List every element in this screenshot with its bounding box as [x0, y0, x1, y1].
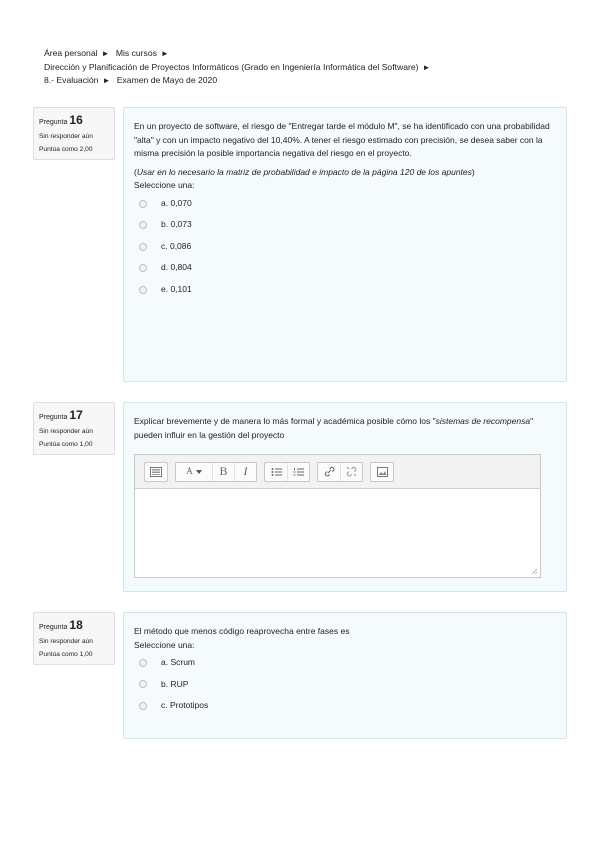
- answer-option[interactable]: [134, 214, 556, 236]
- question-points: Puntúa como 2,00: [39, 146, 93, 153]
- toolbar-group: [144, 462, 168, 482]
- resize-handle-icon[interactable]: [531, 568, 538, 575]
- question-text: En un proyecto de software, el riesgo de "Entregar tarde el módulo M", se ha identificado con una probabilidad "alta" y con un impacto negativo del 10,40%. A tener el riesgo estimado con precisión, se desea saber con la misma precisión la posible importancia negativa del riesgo en el proyecto.: [134, 121, 550, 159]
- breadcrumb-course[interactable]: Dirección y Planificación de Proyectos Informáticos (Grado en Ingeniería Informática del Software): [44, 61, 419, 72]
- toolbar-group: [317, 462, 363, 482]
- answer-option[interactable]: [134, 695, 556, 717]
- question-number: Pregunta 17: [39, 408, 83, 422]
- answer-option[interactable]: [134, 257, 556, 279]
- text-editor: [134, 454, 541, 578]
- breadcrumb-my-courses[interactable]: Mis cursos: [115, 48, 157, 58]
- keyboard-icon: [150, 467, 162, 477]
- question-17-content: [123, 402, 567, 592]
- answer-option[interactable]: [134, 193, 556, 215]
- answer-option[interactable]: [134, 279, 556, 301]
- question-18-info: [33, 612, 115, 665]
- italic-button[interactable]: I: [234, 463, 256, 481]
- ordered-list-button[interactable]: [287, 463, 309, 481]
- option-label[interactable]: c. 0,086: [161, 240, 192, 251]
- question-16-content: [123, 107, 567, 382]
- question-points: Puntúa como 1,00: [39, 651, 93, 658]
- font-style-button[interactable]: [176, 463, 212, 481]
- radio-button[interactable]: [139, 200, 147, 208]
- question-text: Explicar brevemente y de manera lo más formal y académica posible cómo los "sistemas de recompensa" pueden influir en la gestión del proyecto: [134, 416, 534, 440]
- question-18-content: [123, 612, 567, 739]
- option-label[interactable]: a. Scrum: [161, 657, 196, 668]
- numbered-list-icon: [293, 467, 304, 477]
- question-status: Sin responder aún: [39, 133, 93, 140]
- answer-option[interactable]: [134, 236, 556, 258]
- question-note: (Usar en lo necesario la matriz de probabilidad e impacto de la página 120 de los apuntes): [134, 166, 475, 177]
- radio-button[interactable]: [139, 243, 147, 251]
- question-17-info: [33, 402, 115, 455]
- toolbar-group: [264, 462, 310, 482]
- question-status: Sin responder aún: [39, 638, 93, 645]
- question-number: Pregunta 18: [39, 618, 83, 632]
- toolbar-group: [370, 462, 394, 482]
- question-16-info: [33, 107, 115, 160]
- link-icon: [324, 466, 335, 477]
- font-icon: A: [186, 465, 193, 476]
- unlink-icon: [346, 466, 357, 477]
- bullet-list-icon: [271, 467, 282, 477]
- question-points: Puntúa como 1,00: [39, 441, 93, 448]
- breadcrumb-section[interactable]: 8.- Evaluación: [44, 75, 99, 85]
- insert-image-button[interactable]: [371, 463, 393, 481]
- breadcrumb: [44, 47, 574, 88]
- question-status: Sin responder aún: [39, 428, 93, 435]
- breadcrumb-separator-icon: ►: [101, 49, 110, 58]
- radio-button[interactable]: [139, 286, 147, 294]
- bold-button[interactable]: B: [212, 463, 234, 481]
- option-label[interactable]: a. 0,070: [161, 197, 192, 208]
- breadcrumb-separator-icon: ►: [102, 76, 111, 85]
- answer-option[interactable]: [134, 674, 556, 696]
- unlink-button[interactable]: [340, 463, 362, 481]
- option-label[interactable]: c. Prototipos: [161, 700, 209, 711]
- radio-button[interactable]: [139, 659, 147, 667]
- answer-option[interactable]: [134, 652, 556, 674]
- answer-prompt: Seleccione una:: [134, 180, 195, 191]
- breadcrumb-separator-icon: ►: [160, 49, 169, 58]
- option-label[interactable]: b. 0,073: [161, 219, 192, 230]
- unordered-list-button[interactable]: [265, 463, 287, 481]
- question-number: Pregunta 16: [39, 113, 83, 127]
- link-button[interactable]: [318, 463, 340, 481]
- question-text: El método que menos código reaprovecha entre fases es: [134, 626, 350, 636]
- radio-button[interactable]: [139, 680, 147, 688]
- image-icon: [377, 467, 388, 477]
- answer-prompt: Seleccione una:: [134, 639, 195, 650]
- editor-toolbar: [135, 455, 540, 489]
- toolbar-group: [175, 462, 257, 482]
- option-label[interactable]: e. 0,101: [161, 283, 192, 294]
- radio-button[interactable]: [139, 702, 147, 710]
- breadcrumb-quiz[interactable]: Examen de Mayo de 2020: [116, 75, 218, 85]
- breadcrumb-home[interactable]: Área personal: [44, 48, 98, 58]
- radio-button[interactable]: [139, 264, 147, 272]
- option-label[interactable]: b. RUP: [161, 678, 189, 689]
- toolbar-toggle-button[interactable]: [145, 463, 167, 481]
- answer-textarea[interactable]: [135, 489, 540, 577]
- option-label[interactable]: d. 0,804: [161, 262, 192, 273]
- radio-button[interactable]: [139, 221, 147, 229]
- breadcrumb-separator-icon: ►: [422, 62, 431, 72]
- dropdown-arrow-icon: [196, 470, 202, 474]
